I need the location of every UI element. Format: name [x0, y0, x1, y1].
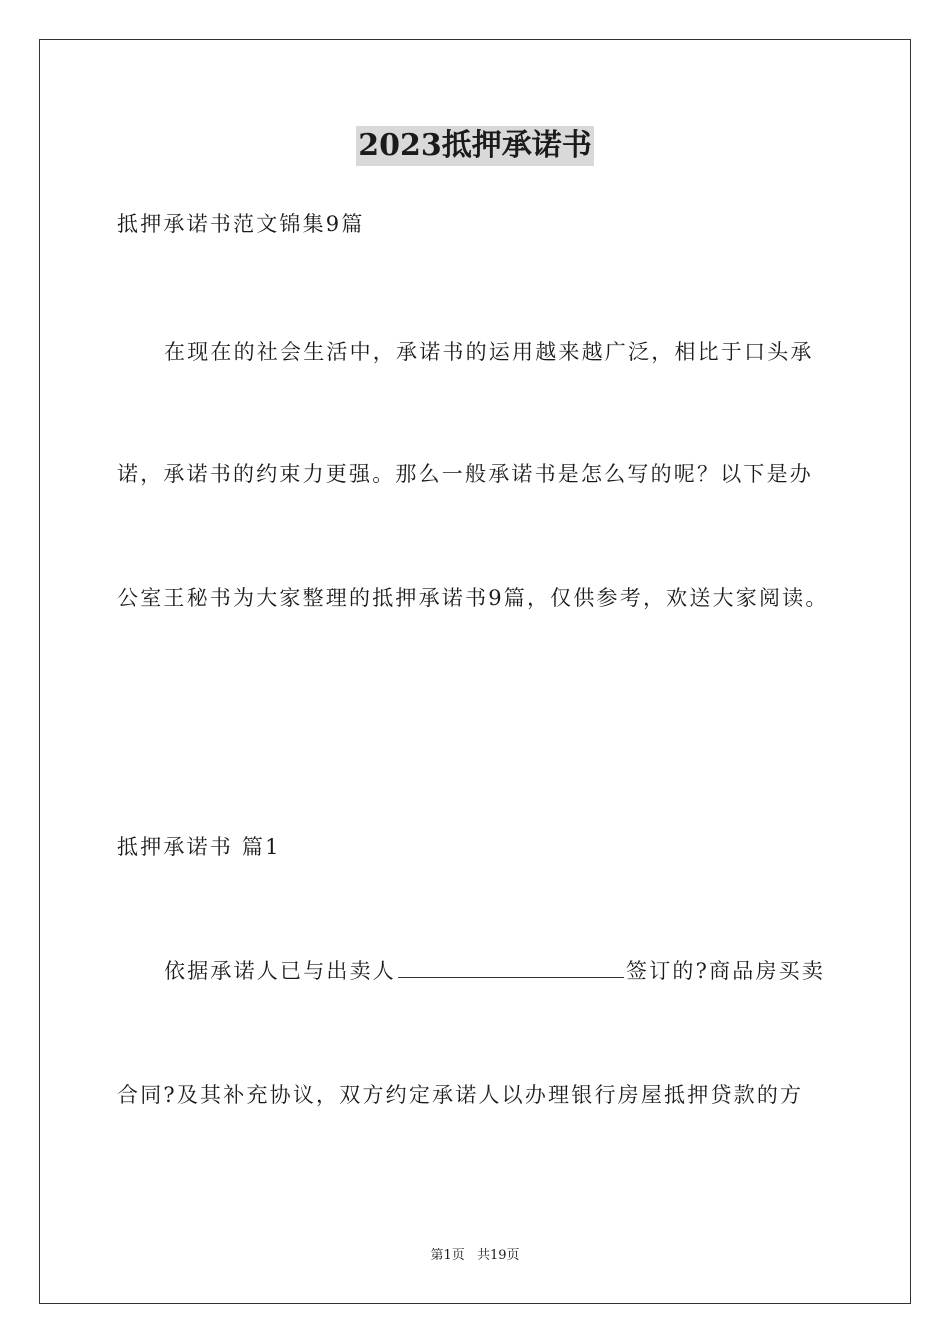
body-line-2: 合同?及其补充协议，双方约定承诺人以办理银行房屋抵押贷款的方 — [117, 1083, 804, 1107]
document-subtitle: 抵押承诺书范文锦集9篇 — [117, 212, 365, 236]
body-line-1 — [164, 956, 825, 986]
section-heading: 抵押承诺书 篇1 — [117, 835, 281, 859]
intro-line-2: 诺，承诺书的约束力更强。那么一般承诺书是怎么写的呢？以下是办 — [117, 462, 813, 486]
body-line-1-end: 签订的?商品房买卖 — [626, 959, 826, 983]
page-total: 共19页 — [476, 1248, 520, 1263]
page-footer — [0, 1247, 950, 1265]
body-line-1-start: 依据承诺人已与出卖人 — [164, 959, 396, 983]
intro-line-3: 公室王秘书为大家整理的抵押承诺书9篇，仅供参考，欢送大家阅读。 — [117, 586, 829, 610]
title-container — [0, 126, 950, 166]
page-current: 第1页 — [430, 1248, 465, 1263]
intro-line-1: 在现在的社会生活中，承诺书的运用越来越广泛，相比于口头承 — [164, 340, 814, 364]
seller-blank-underline — [398, 957, 624, 978]
document-title: 2023抵押承诺书 — [356, 126, 594, 166]
